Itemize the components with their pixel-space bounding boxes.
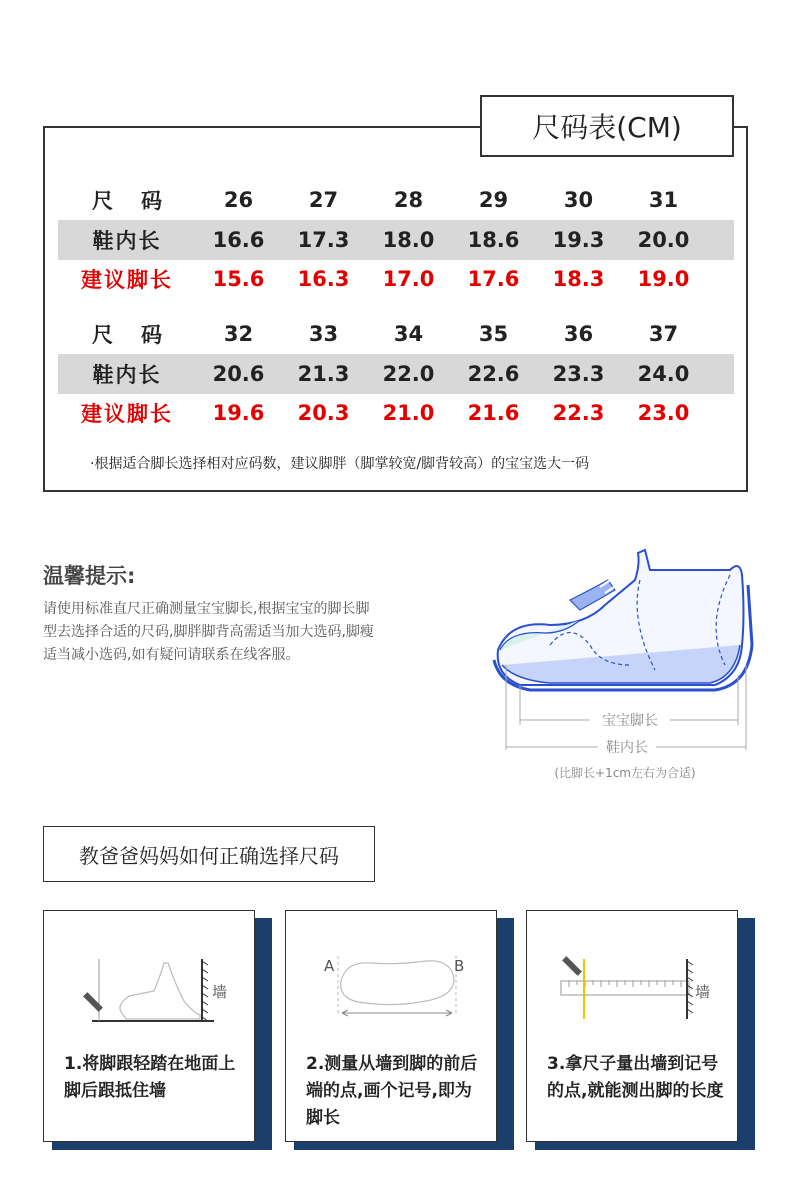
foot-length-cell: 21.6 <box>467 401 520 425</box>
size-cell: 26 <box>223 188 254 212</box>
shoe-length-dimension: 鞋内长 <box>606 740 648 756</box>
size-cell: 27 <box>308 188 339 212</box>
foot-length-cell: 21.0 <box>382 401 435 425</box>
foot-length-cell: 17.6 <box>467 267 520 291</box>
tips-title: 温馨提示: <box>43 564 136 588</box>
size-row <box>58 314 734 354</box>
step-card-2 <box>285 910 497 1142</box>
shoe-length-cell: 22.6 <box>467 362 520 386</box>
size-cell: 35 <box>478 322 509 346</box>
foot-length-row <box>58 393 734 433</box>
size-hint: (比脚长+1cm左右为合适) <box>554 766 696 780</box>
foot-outline-illustration <box>286 941 498 1031</box>
foot-length-label: 建议脚长 <box>81 402 173 426</box>
step-text: 2.测量从墙到脚的前后端的点,画个记号,即为脚长 <box>306 1054 478 1128</box>
guide-title: 教爸爸妈妈如何正确选择尺码 <box>43 826 375 882</box>
step-text: 3.拿尺子量出墙到记号的点,就能测出脚的长度 <box>547 1054 724 1101</box>
step-card-3 <box>526 910 738 1142</box>
size-cell: 31 <box>648 188 679 212</box>
size-cell: 34 <box>393 322 424 346</box>
size-chart-title: 尺码表(CM) <box>480 95 734 157</box>
shoe-length-cell: 21.3 <box>297 362 350 386</box>
size-cell: 30 <box>563 188 594 212</box>
foot-length-cell: 22.3 <box>552 401 605 425</box>
shoe-length-cell: 20.6 <box>212 362 265 386</box>
foot-length-cell: 19.6 <box>212 401 265 425</box>
shoe-length-label: 鞋内长 <box>92 363 162 387</box>
size-cell: 28 <box>393 188 424 212</box>
wall-label: 墙 <box>695 983 711 1001</box>
foot-length-cell: 18.3 <box>552 267 605 291</box>
shoe-length-cell: 18.6 <box>467 228 520 252</box>
size-row <box>58 180 734 220</box>
shoe-length-cell: 23.3 <box>552 362 605 386</box>
foot-length-label: 建议脚长 <box>81 268 173 292</box>
shoe-length-cell: 18.0 <box>382 228 435 252</box>
size-cell: 33 <box>308 322 339 346</box>
point-b-label: B <box>454 957 465 975</box>
shoe-length-row <box>58 220 734 260</box>
shoe-length-row <box>58 354 734 394</box>
size-label: 尺码 <box>92 189 190 213</box>
step-text: 1.将脚跟轻踏在地面上脚后跟抵住墙 <box>64 1054 236 1101</box>
shoe-length-cell: 22.0 <box>382 362 435 386</box>
foot-length-cell: 19.0 <box>637 267 690 291</box>
size-cell: 36 <box>563 322 594 346</box>
size-cell: 29 <box>478 188 509 212</box>
size-chart-note: ·根据适合脚长选择相对应码数，建议脚胖（脚掌较宽/脚背较高）的宝宝选大一码 <box>90 456 590 472</box>
shoe-length-cell: 24.0 <box>637 362 690 386</box>
wall-label: 墙 <box>212 983 228 1001</box>
foot-length-dimension: 宝宝脚长 <box>602 713 658 729</box>
foot-length-cell: 16.3 <box>297 267 350 291</box>
foot-length-cell: 15.6 <box>212 267 265 291</box>
shoe-length-cell: 16.6 <box>212 228 265 252</box>
shoe-diagram <box>490 525 760 795</box>
foot-length-cell: 20.3 <box>297 401 350 425</box>
step-card-1 <box>43 910 255 1142</box>
shoe-illustration <box>494 550 752 690</box>
size-label: 尺码 <box>92 323 190 347</box>
point-a-label: A <box>324 957 335 975</box>
shoe-length-cell: 20.0 <box>637 228 690 252</box>
shoe-length-cell: 19.3 <box>552 228 605 252</box>
shoe-length-label: 鞋内长 <box>92 229 162 253</box>
foot-length-cell: 23.0 <box>637 401 690 425</box>
foot-length-row <box>58 259 734 299</box>
tips-body: 请使用标准直尺正确测量宝宝脚长,根据宝宝的脚长脚型去选择合适的尺码,脚胖脚背高需适当加大选码,脚瘦适当减小选码,如有疑问请联系在线客服。 <box>43 601 374 663</box>
size-cell: 37 <box>648 322 679 346</box>
foot-length-cell: 17.0 <box>382 267 435 291</box>
shoe-length-cell: 17.3 <box>297 228 350 252</box>
size-cell: 32 <box>223 322 254 346</box>
